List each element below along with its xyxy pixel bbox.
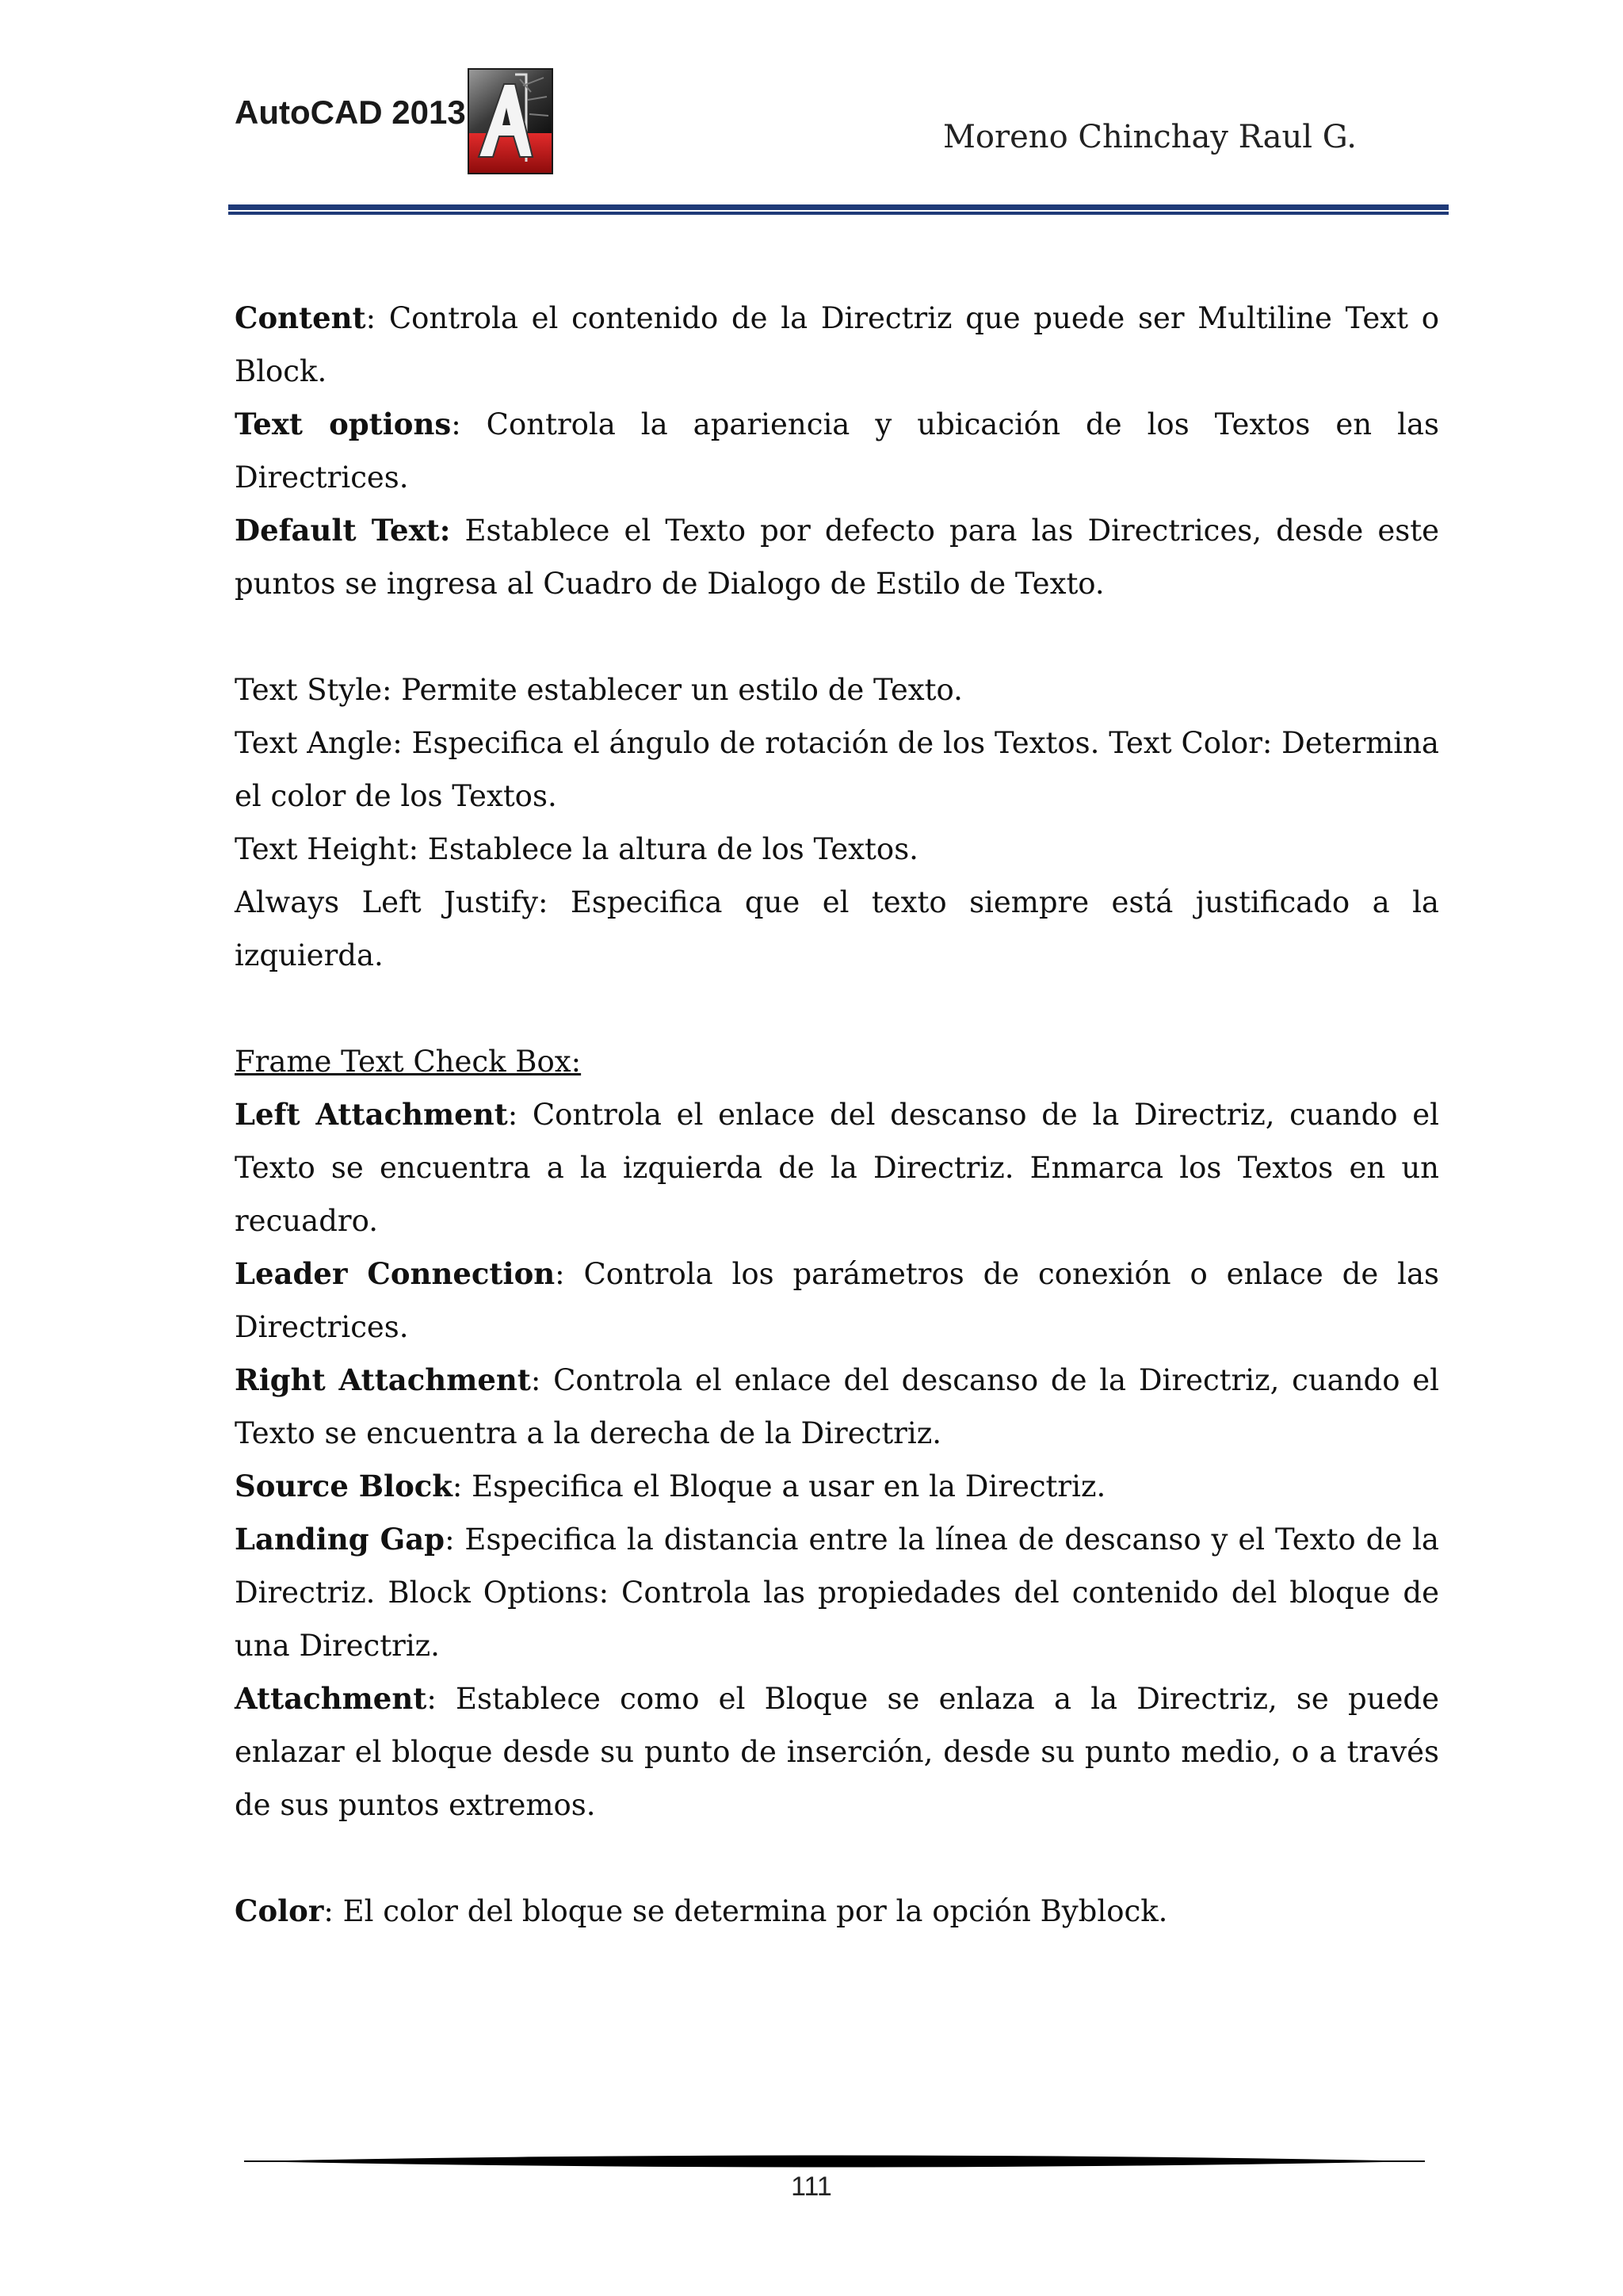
term-landing-gap: Landing Gap [235,1522,445,1557]
term-content: Content [235,300,366,335]
paragraph-text: : Especifica el Bloque a usar en la Directriz. [452,1469,1106,1503]
paragraph-text: : Controla el enlace del descanso de la Directriz, cuando el Texto se encuentra a la izquierda de la Directriz. Enmarca los Textos en un recuadro. [235,1098,1439,1238]
paragraph-text-angle: Text Angle: Especifica el ángulo de rotación de los Textos. Text Color: Determina el color de los Textos. [235,726,1439,813]
paragraph-leader-connection [235,1247,1439,1354]
paragraph-text: : Controla los parámetros de conexión o enlace de las Directrices. [235,1257,1440,1344]
paragraph-left-attachment [235,1088,1439,1247]
footer-rule [244,2153,1425,2170]
paragraph-landing-gap [235,1513,1439,1672]
spacer [235,982,1439,1035]
paragraph-text: : Controla el enlace del descanso de la Directriz, cuando el Texto se encuentra a la derecha de la Directriz. [235,1363,1439,1450]
autocad-logo-icon [468,68,553,174]
paragraph-text: Establece el Texto por defecto para las Directrices, desde este puntos se ingresa al Cuadro de Dialogo de Estilo de Texto. [235,514,1439,601]
header-rule [228,204,1449,217]
paragraph-attachment [235,1672,1439,1832]
spacer [235,610,1439,663]
paragraph-text: : Establece como el Bloque se enlaza a la Directriz, se puede enlazar el bloque desde su punto de inserción, desde su punto medio, o a través de sus puntos extremos. [235,1682,1439,1822]
term-default-text: Default Text: [235,513,451,548]
paragraph-text-options [235,398,1439,504]
term-leader-connection: Leader Connection [235,1256,556,1291]
paragraph-always-left-justify: Always Left Justify: Especifica que el texto siempre está justificado a la izquierda. [235,885,1439,972]
page-number: 111 [791,2172,832,2202]
paragraph-color [235,1885,1439,1938]
paragraph-text: : Controla el contenido de la Directriz que puede ser Multiline Text o Block. [235,301,1439,388]
paragraph-text: : Controla la apariencia y ubicación de los Textos en las Directrices. [235,407,1439,495]
term-source-block: Source Block [235,1469,453,1503]
document-body [235,292,1439,1938]
paragraph-content [235,292,1439,398]
header-brand: AutoCAD 2013 [235,94,466,131]
spacer [235,1832,1439,1885]
paragraph-text-height: Text Height: Establece la altura de los Textos. [235,832,918,866]
term-right-attachment: Right Attachment [235,1362,531,1397]
paragraph-text-style: Text Style: Permite establecer un estilo de Texto. [235,673,963,707]
header-author: Moreno Chinchay Raul G. [942,119,1357,155]
term-text-options: Text options [235,407,452,441]
paragraph-text: : Especifica la distancia entre la línea de descanso y el Texto de la Directriz. Block Options: Controla las propiedades del contenido del bloque de una Directriz. [235,1522,1439,1663]
paragraph-default-text [235,504,1439,610]
section-heading: Frame Text Check Box: [235,1045,582,1079]
term-attachment: Attachment [235,1681,427,1716]
term-color: Color [235,1893,324,1928]
term-left-attachment: Left Attachment [235,1097,508,1132]
paragraph-source-block [235,1460,1439,1513]
paragraph-right-attachment [235,1354,1439,1460]
paragraph-text: : El color del bloque se determina por la opción Byblock. [323,1894,1168,1928]
